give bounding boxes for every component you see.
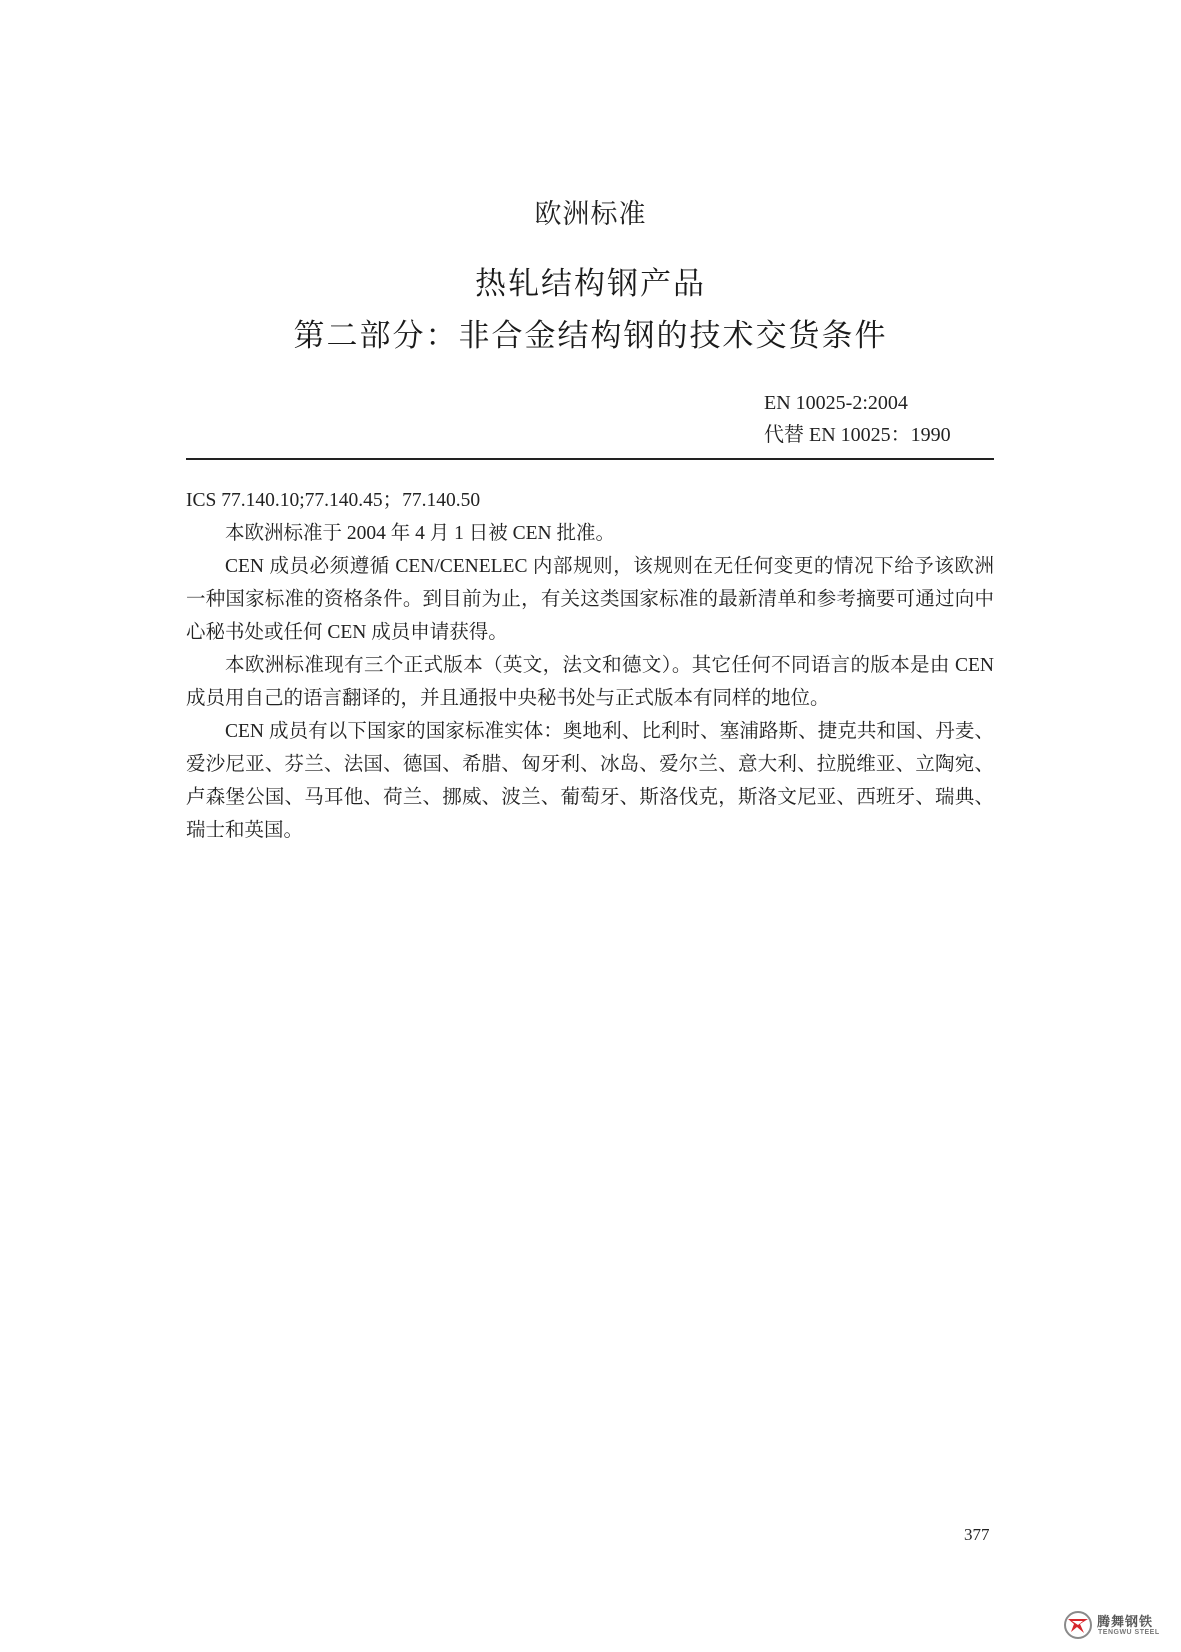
logo-name-en: TENGWU STEEL bbox=[1098, 1629, 1160, 1636]
standard-replaces: 代替 EN 10025：1990 bbox=[764, 424, 951, 446]
ics-line: ICS 77.140.10;77.140.45；77.140.50 bbox=[186, 490, 481, 511]
tengwu-logo-icon bbox=[1063, 1610, 1093, 1640]
header-divider bbox=[186, 458, 994, 460]
document-subtitle: 第二部分：非合金结构钢的技术交货条件 bbox=[293, 318, 888, 354]
body-paragraph: 本欧洲标准于 2004 年 4 月 1 日被 CEN 批准。 bbox=[225, 523, 616, 544]
body-paragraph: CEN 成员必须遵循 CEN/CENELEC 内部规则，该规则在无任何变更的情况下给予该欧洲一种国家标准的资格条件。到目前为止，有关这类国家标准的最新清单和参考摘要可通过向中心秘书处或任何 CEN 成员申请获得。 bbox=[186, 556, 994, 643]
document-title: 热轧结构钢产品 bbox=[475, 266, 706, 302]
body-paragraph: 本欧洲标准现有三个正式版本（英文，法文和德文）。其它任何不同语言的版本是由 CEN 成员用自己的语言翻译的，并且通报中央秘书处与正式版本有同样的地位。 bbox=[186, 655, 994, 709]
standard-number: EN 10025-2:2004 bbox=[764, 392, 908, 414]
body-paragraph: CEN 成员有以下国家的国家标准实体：奥地利、比利时、塞浦路斯、捷克共和国、丹麦、爱沙尼亚、芬兰、法国、德国、希腊、匈牙利、冰岛、爱尔兰、意大利、拉脱维亚、立陶宛、卢森堡公国、马耳他、荷兰、挪威、波兰、葡萄牙、斯洛伐克，斯洛文尼亚、西班牙、瑞典、瑞士和英国。 bbox=[186, 721, 994, 841]
logo-name-cn: 腾舞钢铁 bbox=[1097, 1615, 1154, 1630]
watermark-logo bbox=[1063, 1608, 1175, 1644]
page-number: 377 bbox=[964, 1525, 990, 1544]
standard-category-heading: 欧洲标准 bbox=[534, 199, 647, 230]
document-body bbox=[186, 484, 994, 847]
standard-identifier-block bbox=[764, 387, 951, 451]
